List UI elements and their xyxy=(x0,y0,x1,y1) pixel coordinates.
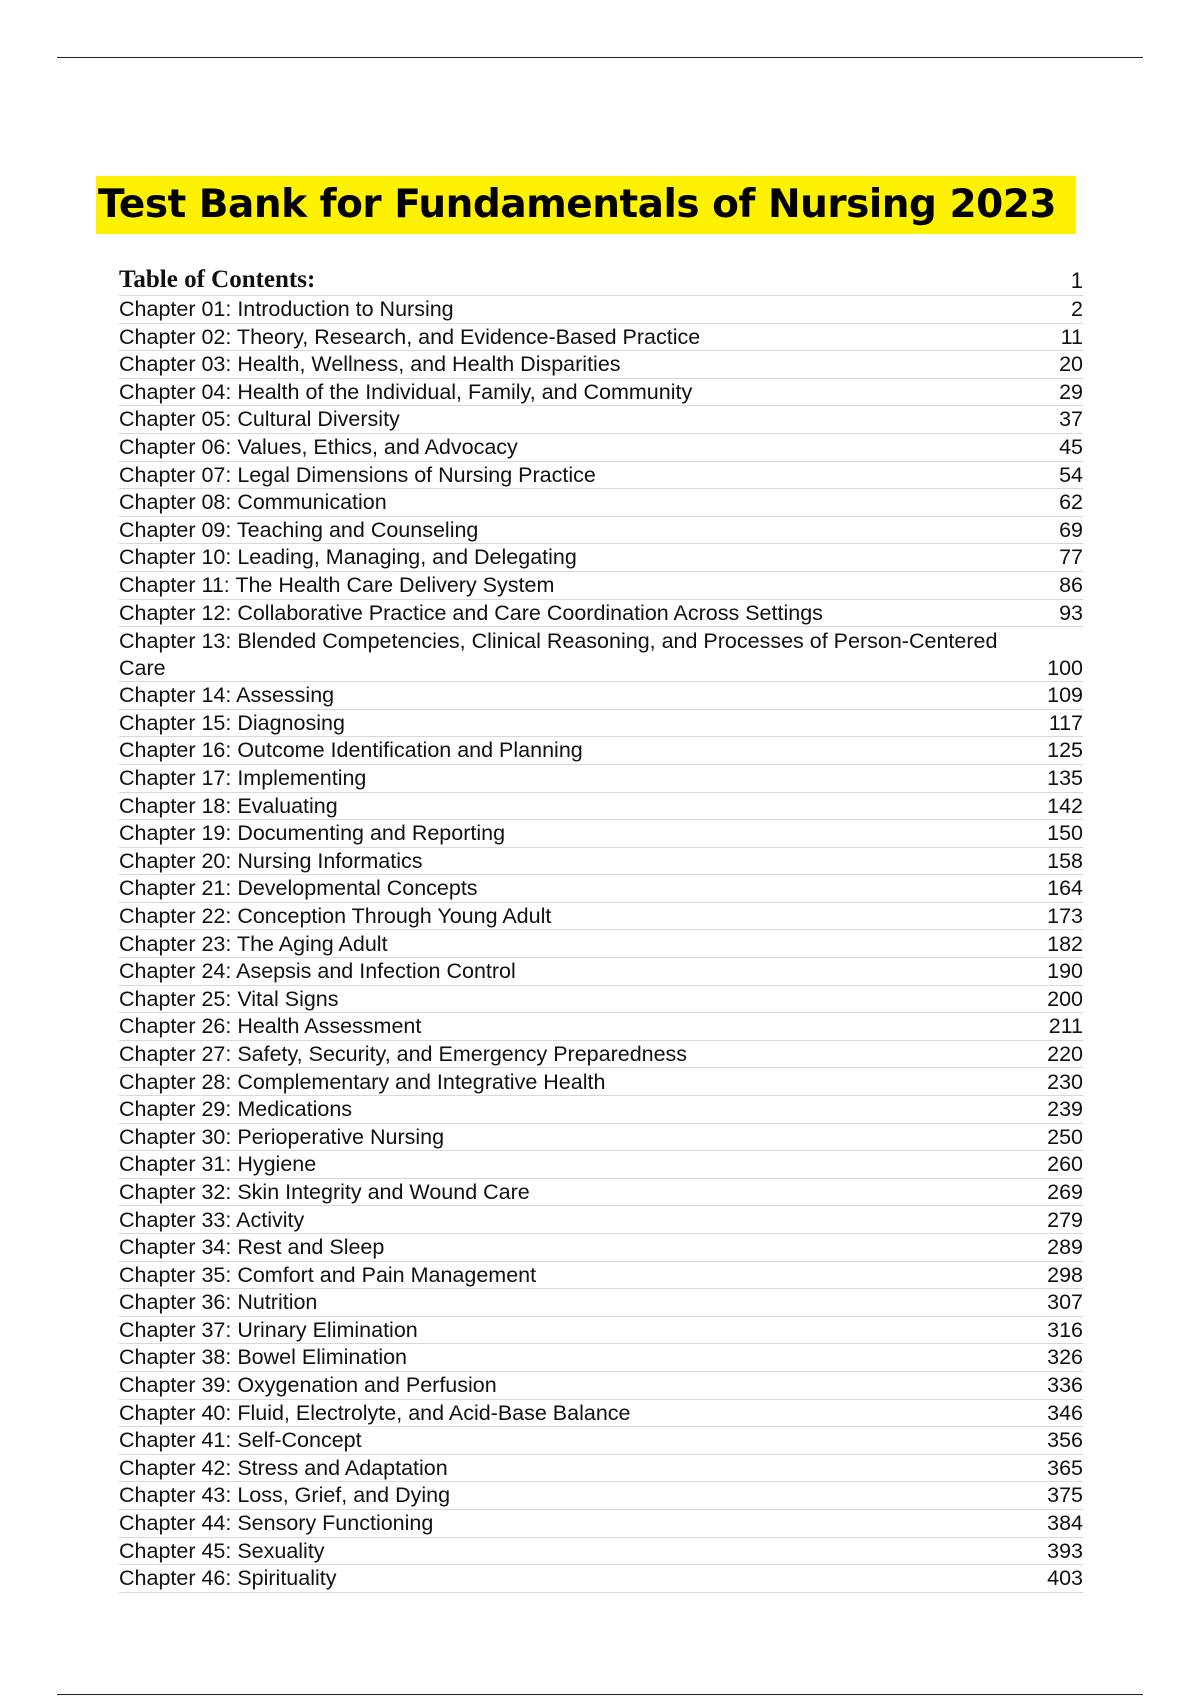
document-title: Test Bank for Fundamentals of Nursing 2023 xyxy=(96,176,1076,234)
toc-entry-page: 173 xyxy=(1047,903,1083,928)
toc-entry-label: Chapter 35: Comfort and Pain Management xyxy=(119,1262,537,1287)
toc-entry-page: 109 xyxy=(1047,683,1083,708)
toc-entry[interactable] xyxy=(119,379,1083,407)
toc-entry[interactable] xyxy=(119,351,1083,379)
toc-entry[interactable] xyxy=(119,875,1083,903)
toc-entry-page: 62 xyxy=(1059,490,1083,515)
toc-entry-page: 190 xyxy=(1047,959,1083,984)
toc-entry-page: 77 xyxy=(1059,545,1083,570)
toc-entry-page: 365 xyxy=(1047,1455,1083,1480)
toc-entry-page: 289 xyxy=(1047,1235,1083,1260)
toc-entry-label: Chapter 21: Developmental Concepts xyxy=(119,876,478,901)
toc-entry[interactable] xyxy=(119,1565,1083,1593)
toc-entry-page: 279 xyxy=(1047,1207,1083,1232)
toc-entry-page: 100 xyxy=(1047,655,1083,680)
toc-entry-label: Chapter 09: Teaching and Counseling xyxy=(119,517,479,542)
toc-entry-label: Chapter 18: Evaluating xyxy=(119,793,338,818)
toc-entry[interactable] xyxy=(119,627,1083,682)
toc-heading: Table of Contents: xyxy=(119,266,316,293)
toc-entry[interactable] xyxy=(119,1234,1083,1262)
toc-entry-page: 45 xyxy=(1059,435,1083,460)
toc-entry[interactable] xyxy=(119,986,1083,1014)
toc-entry-page: 142 xyxy=(1047,793,1083,818)
toc-entry[interactable] xyxy=(119,820,1083,848)
toc-entry-page: 125 xyxy=(1047,738,1083,763)
toc-header[interactable] xyxy=(119,262,1083,296)
toc-entry-label: Chapter 23: The Aging Adult xyxy=(119,931,388,956)
toc-entry-page: 336 xyxy=(1047,1373,1083,1398)
toc-entry-label: Chapter 22: Conception Through Young Adult xyxy=(119,903,552,928)
toc-entry-page: 164 xyxy=(1047,876,1083,901)
toc-entry[interactable] xyxy=(119,903,1083,931)
toc-entry[interactable] xyxy=(119,1179,1083,1207)
toc-entry-label: Chapter 12: Collaborative Practice and Care Coordination Across Settings xyxy=(119,600,823,625)
toc-entry[interactable] xyxy=(119,544,1083,572)
toc-entry[interactable] xyxy=(119,710,1083,738)
toc-entry-page: 117 xyxy=(1048,710,1083,735)
toc-entry-label: Chapter 17: Implementing xyxy=(119,766,367,790)
toc-entry-page: 158 xyxy=(1047,848,1083,873)
toc-entry-page: 326 xyxy=(1047,1345,1083,1370)
toc-entry-label: Chapter 15: Diagnosing xyxy=(119,710,345,735)
toc-entry-page: 2 xyxy=(1071,297,1083,322)
toc-entry-label: Chapter 34: Rest and Sleep xyxy=(119,1235,385,1260)
toc-entry-label: Chapter 33: Activity xyxy=(119,1207,305,1232)
toc-entry-label: Chapter 19: Documenting and Reporting xyxy=(119,821,506,846)
toc-entry[interactable] xyxy=(119,1041,1083,1069)
toc-entry-label: Chapter 27: Safety, Security, and Emergency Preparedness xyxy=(119,1041,688,1066)
toc-entry[interactable] xyxy=(119,737,1083,765)
toc-entry[interactable] xyxy=(119,517,1083,545)
toc-entry-label: Chapter 26: Health Assessment xyxy=(119,1014,422,1039)
toc-entry-page: 298 xyxy=(1047,1262,1083,1287)
toc-entry[interactable] xyxy=(119,1538,1083,1566)
toc-entry-label: Chapter 14: Assessing xyxy=(119,683,335,708)
toc-entry-label: Chapter 24: Asepsis and Infection Control xyxy=(119,959,516,984)
toc-entry-page: 316 xyxy=(1047,1317,1083,1342)
toc-entry-label: Chapter 41: Self-Concept xyxy=(119,1428,362,1453)
toc-entry[interactable] xyxy=(119,1096,1083,1124)
toc-entry-label: Chapter 29: Medications xyxy=(119,1097,353,1122)
bottom-rule xyxy=(57,1694,1143,1695)
toc-entry[interactable] xyxy=(119,1262,1083,1290)
toc-entry-page: 346 xyxy=(1047,1400,1083,1425)
toc-entry[interactable] xyxy=(119,1372,1083,1400)
toc-entry-label: Chapter 01: Introduction to Nursing xyxy=(119,297,454,322)
toc-entry[interactable] xyxy=(119,600,1083,628)
toc-entry[interactable] xyxy=(119,1206,1083,1234)
table-of-contents xyxy=(119,262,1083,1593)
toc-entry-page: 250 xyxy=(1047,1124,1083,1149)
toc-entry-label: Chapter 20: Nursing Informatics xyxy=(119,848,423,873)
toc-entry-page: 135 xyxy=(1047,766,1083,790)
toc-entry[interactable] xyxy=(119,930,1083,958)
toc-entry[interactable] xyxy=(119,1013,1083,1041)
toc-entry[interactable] xyxy=(119,1068,1083,1096)
toc-entry[interactable] xyxy=(119,406,1083,434)
toc-entry-page: 403 xyxy=(1047,1566,1083,1591)
toc-entry-label: Chapter 37: Urinary Elimination xyxy=(119,1317,418,1342)
toc-entry-label: Chapter 07: Legal Dimensions of Nursing Practice xyxy=(119,462,596,487)
toc-entry-label: Chapter 11: The Health Care Delivery System xyxy=(119,573,555,598)
toc-entry-page: 260 xyxy=(1047,1152,1083,1177)
toc-entry-page: 54 xyxy=(1059,462,1083,487)
toc-entry-label: Chapter 45: Sexuality xyxy=(119,1538,325,1563)
toc-entry[interactable] xyxy=(119,1317,1083,1345)
toc-entry-label: Chapter 10: Leading, Managing, and Delegating xyxy=(119,545,577,570)
toc-entry-label: Chapter 43: Loss, Grief, and Dying xyxy=(119,1483,451,1508)
toc-entry[interactable] xyxy=(119,462,1083,490)
toc-entry-label: Chapter 38: Bowel Elimination xyxy=(119,1345,408,1370)
toc-entry-label: Chapter 36: Nutrition xyxy=(119,1290,318,1315)
toc-entry-label: Chapter 32: Skin Integrity and Wound Care xyxy=(119,1179,530,1204)
toc-entry-page: 356 xyxy=(1047,1428,1083,1453)
toc-entry-label: Chapter 08: Communication xyxy=(119,490,387,515)
toc-entry-label: Chapter 25: Vital Signs xyxy=(119,986,339,1011)
toc-entry[interactable] xyxy=(119,682,1083,710)
toc-entry-label: Chapter 40: Fluid, Electrolyte, and Acid-Base Balance xyxy=(119,1400,631,1425)
toc-entry[interactable] xyxy=(119,1482,1083,1510)
toc-entry[interactable] xyxy=(119,765,1083,793)
toc-entry[interactable] xyxy=(119,793,1083,821)
toc-entry-page: 307 xyxy=(1047,1290,1083,1315)
toc-entry-label: Chapter 31: Hygiene xyxy=(119,1152,317,1177)
toc-entry-page: 29 xyxy=(1059,379,1083,404)
toc-entry-page: 182 xyxy=(1047,931,1083,956)
toc-entry[interactable] xyxy=(119,1289,1083,1317)
toc-entry-page: 375 xyxy=(1047,1483,1083,1508)
toc-entry[interactable] xyxy=(119,1455,1083,1483)
toc-entry-label: Chapter 44: Sensory Functioning xyxy=(119,1511,434,1536)
toc-entry-page: 150 xyxy=(1047,821,1083,846)
toc-entry[interactable] xyxy=(119,489,1083,517)
toc-entry-page: 93 xyxy=(1059,600,1083,625)
toc-entry-page: 37 xyxy=(1059,407,1083,432)
toc-entry-label: Chapter 03: Health, Wellness, and Health Disparities xyxy=(119,352,621,377)
toc-entry-label: Chapter 39: Oxygenation and Perfusion xyxy=(119,1373,497,1398)
toc-entry-page: 86 xyxy=(1059,573,1083,598)
toc-entries xyxy=(119,296,1083,1593)
toc-entry-page: 200 xyxy=(1047,986,1083,1011)
toc-entry-page: 69 xyxy=(1059,517,1083,542)
toc-entry[interactable] xyxy=(119,1427,1083,1455)
toc-entry[interactable] xyxy=(119,1124,1083,1152)
toc-entry-page: 230 xyxy=(1047,1069,1083,1094)
toc-entry-page: 20 xyxy=(1059,352,1083,377)
toc-entry-label: Chapter 28: Complementary and Integrative Health xyxy=(119,1069,606,1094)
toc-entry[interactable] xyxy=(119,1344,1083,1372)
toc-entry-page: 239 xyxy=(1047,1097,1083,1122)
toc-entry-label: Chapter 06: Values, Ethics, and Advocacy xyxy=(119,435,518,460)
toc-entry[interactable] xyxy=(119,572,1083,600)
toc-entry[interactable] xyxy=(119,1400,1083,1428)
top-rule xyxy=(57,57,1143,58)
toc-entry-page: 269 xyxy=(1047,1179,1083,1204)
toc-entry-page: 211 xyxy=(1048,1014,1083,1039)
toc-entry-label: Chapter 30: Perioperative Nursing xyxy=(119,1124,445,1149)
toc-entry-label: Chapter 04: Health of the Individual, Family, and Community xyxy=(119,379,693,404)
toc-entry[interactable] xyxy=(119,324,1083,352)
toc-entry-label: Chapter 05: Cultural Diversity xyxy=(119,407,400,432)
toc-entry-label: Chapter 42: Stress and Adaptation xyxy=(119,1455,448,1480)
toc-entry[interactable] xyxy=(119,296,1083,324)
toc-entry-label: Chapter 13: Blended Competencies, Clinical Reasoning, and Processes of Person-Centered Care xyxy=(119,629,998,680)
toc-entry[interactable] xyxy=(119,434,1083,462)
toc-entry-label: Chapter 16: Outcome Identification and Planning xyxy=(119,738,583,763)
toc-entry-page: 220 xyxy=(1047,1041,1083,1066)
toc-entry[interactable] xyxy=(119,1151,1083,1179)
toc-entry[interactable] xyxy=(119,848,1083,876)
toc-entry[interactable] xyxy=(119,1510,1083,1538)
toc-entry-label: Chapter 02: Theory, Research, and Evidence-Based Practice xyxy=(119,324,701,349)
toc-entry-label: Chapter 46: Spirituality xyxy=(119,1566,337,1591)
toc-entry-page: 384 xyxy=(1047,1511,1083,1536)
toc-entry-page: 393 xyxy=(1047,1538,1083,1563)
toc-entry[interactable] xyxy=(119,958,1083,986)
toc-heading-page: 1 xyxy=(1070,268,1083,293)
toc-entry-page: 11 xyxy=(1060,324,1083,349)
